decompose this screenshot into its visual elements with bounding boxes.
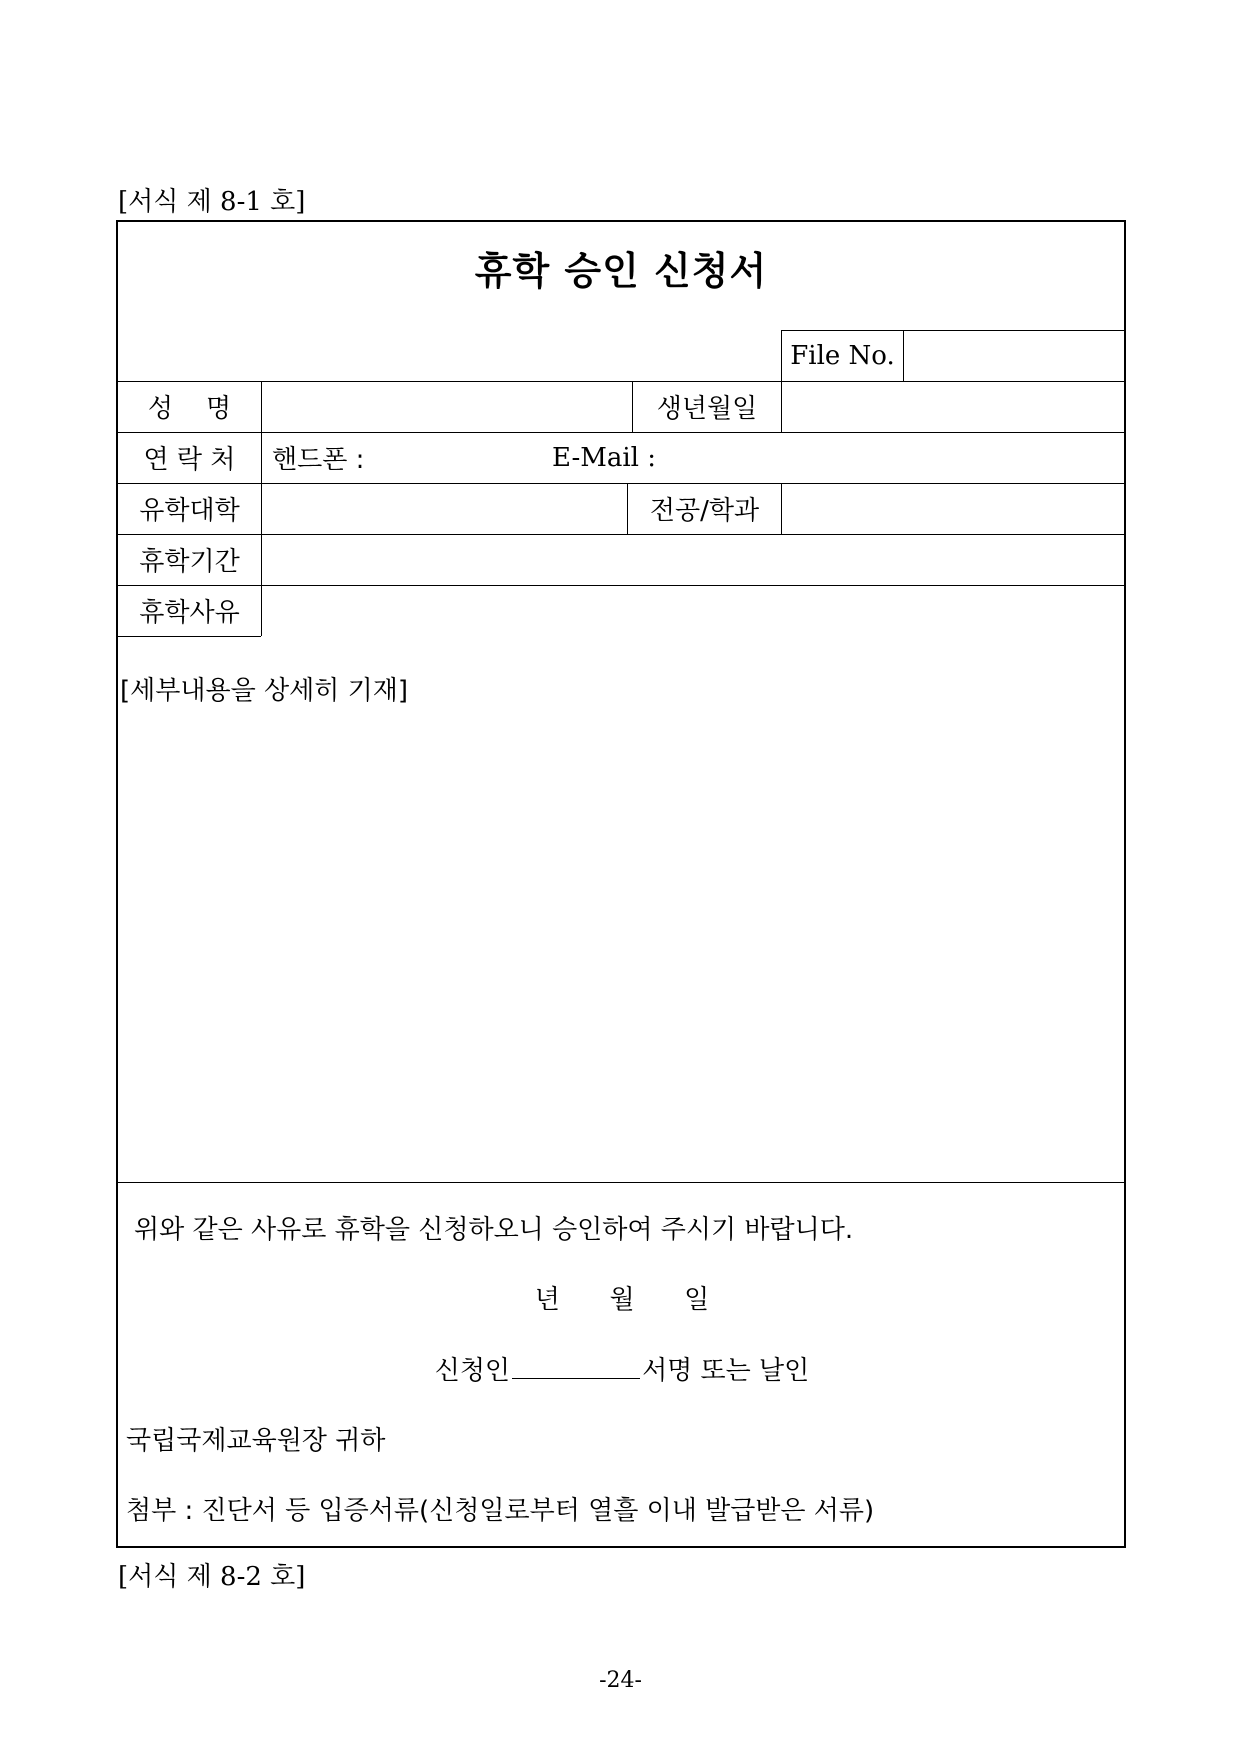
name-field[interactable] [262, 381, 632, 432]
university-field[interactable] [262, 483, 627, 534]
applicant-name-blank[interactable] [512, 1352, 640, 1379]
declaration-divider [118, 1182, 1126, 1183]
email-field[interactable] [552, 432, 1112, 483]
recipient-text: 국립국제교육원장 귀하 [126, 1426, 386, 1456]
file-no-label: File No. [790, 340, 895, 371]
date-line: 년 월 일 [534, 1285, 710, 1315]
period-label: 휴학기간 [139, 547, 240, 577]
file-no-input[interactable] [904, 330, 1126, 381]
contact-label: 연 락 처 [143, 445, 236, 475]
major-field[interactable] [782, 483, 1126, 534]
reason-label: 휴학사유 [139, 598, 240, 628]
period-field[interactable] [262, 534, 1126, 585]
phone-label: 핸드폰 : [272, 445, 365, 475]
signature-label: 서명 또는 날인 [642, 1356, 810, 1386]
applicant-label: 신청인 [434, 1356, 511, 1386]
attachment-text: 첨부 : 진단서 등 입증서류(신청일로부터 열흘 이내 발급받은 서류) [126, 1496, 875, 1526]
reason-detail-area[interactable] [118, 712, 1126, 1172]
email-label: E-Mail : [552, 442, 657, 473]
applicant-line [118, 1350, 1126, 1387]
application-form [116, 220, 1126, 1548]
declaration-text: 위와 같은 사유로 휴학을 신청하오니 승인하여 주시기 바랍니다. [134, 1215, 854, 1245]
page-number: -24- [599, 1668, 642, 1693]
birth-label: 생년월일 [656, 394, 758, 424]
form-number-bottom: [서식 제 8-2 호] [118, 1562, 306, 1592]
form-title: 휴학 승인 신청서 [474, 249, 768, 293]
birth-field[interactable] [782, 381, 1126, 432]
major-label: 전공/학과 [649, 496, 760, 526]
reason-hint: [세부내용을 상세히 기재] [120, 676, 408, 706]
form-number-top: [서식 제 8-1 호] [118, 187, 306, 217]
phone-field[interactable] [272, 432, 512, 483]
reason-label-bottom [118, 636, 261, 637]
row-line-5 [118, 585, 1126, 586]
name-label: 성 명 [147, 394, 232, 424]
university-label: 유학대학 [139, 496, 240, 526]
